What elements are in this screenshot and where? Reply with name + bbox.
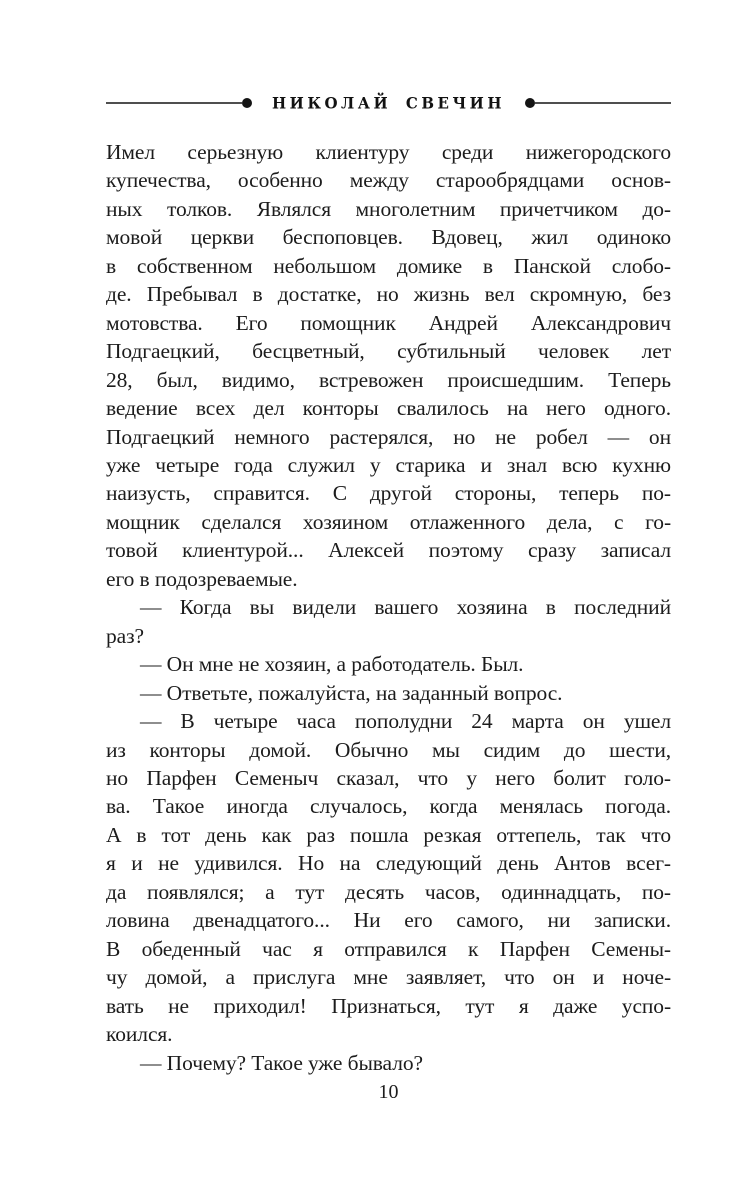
author-name: НИКОЛАЙ СВЕЧИН: [271, 93, 506, 113]
text-line: В обеденный час я отправился к Парфен Семены-: [106, 936, 671, 961]
text-line: 28, был, видимо, встревожен происшедшим. Теперь: [106, 367, 671, 392]
text-line: наизусть, справится. С другой стороны, теперь по-: [106, 481, 671, 506]
text-line: купечества, особенно между старообрядцами основ-: [106, 168, 671, 193]
text-line: коился.: [106, 1022, 173, 1047]
dialogue-line: — Когда вы видели вашего хозяина в последний: [140, 595, 671, 620]
divider-dot-right-icon: [525, 98, 535, 108]
dialogue-line: — Он мне не хозяин, а работодатель. Был.: [140, 652, 524, 677]
text-line: Имел серьезную клиентуру среди нижегородского: [106, 140, 671, 164]
text-line: Подгаецкий немного растерялся, но не робел — он: [106, 424, 671, 449]
text-line: мовой церкви беспоповцев. Вдовец, жил одиноко: [106, 225, 671, 250]
text-line: ловина двенадцатого... Ни его самого, ни записки.: [106, 908, 671, 933]
text-line: да появлялся; а тут десять часов, одиннадцать, по-: [106, 879, 671, 904]
text-line: я и не удивился. Но на следующий день Антов всег-: [106, 851, 671, 876]
text-line: его в подозреваемые.: [106, 566, 298, 591]
running-head: [106, 92, 671, 114]
text-line: вать не приходил! Признаться, тут я даже успо-: [106, 993, 671, 1018]
text-line: ных толков. Являлся многолетним причетчиком до-: [106, 196, 671, 221]
text-line: товой клиентурой... Алексей поэтому сразу записал: [106, 538, 671, 563]
page-number: 10: [378, 1081, 399, 1103]
dialogue-line: — Ответьте, пожалуйста, на заданный вопрос.: [140, 680, 563, 705]
text-line: чу домой, а прислуга мне заявляет, что он и ноче-: [106, 965, 671, 990]
divider-dot-left-icon: [242, 98, 252, 108]
text-line: но Парфен Семеныч сказал, что у него болит голо-: [106, 765, 671, 790]
text-line: мотовства. Его помощник Андрей Александрович: [106, 310, 671, 335]
text-line: Подгаецкий, бесцветный, субтильный человек лет: [106, 339, 671, 364]
text-line: мощник сделался хозяином отлаженного дела, с го-: [106, 509, 671, 534]
text-line: ва. Такое иногда случалось, когда менялась погода.: [106, 794, 671, 819]
text-line: А в тот день как раз пошла резкая оттепель, так что: [106, 822, 671, 847]
body-text: [106, 138, 671, 1077]
text-line: де. Пребывал в достатке, но жизнь вел скромную, без: [106, 282, 671, 307]
text-line: раз?: [106, 623, 144, 648]
text-line: из конторы домой. Обычно мы сидим до шести,: [106, 737, 671, 762]
dialogue-line: — В четыре часа пополудни 24 марта он ушел: [140, 709, 671, 734]
header-rule-right: [535, 102, 671, 104]
header-rule-left: [106, 102, 242, 104]
dialogue-line: — Почему? Такое уже бывало?: [140, 1050, 423, 1075]
text-line: в собственном небольшом домике в Панской слобо-: [106, 253, 671, 278]
text-line: ведение всех дел конторы свалилось на него одного.: [106, 396, 671, 421]
text-line: уже четыре года служил у старика и знал всю кухню: [106, 452, 671, 477]
